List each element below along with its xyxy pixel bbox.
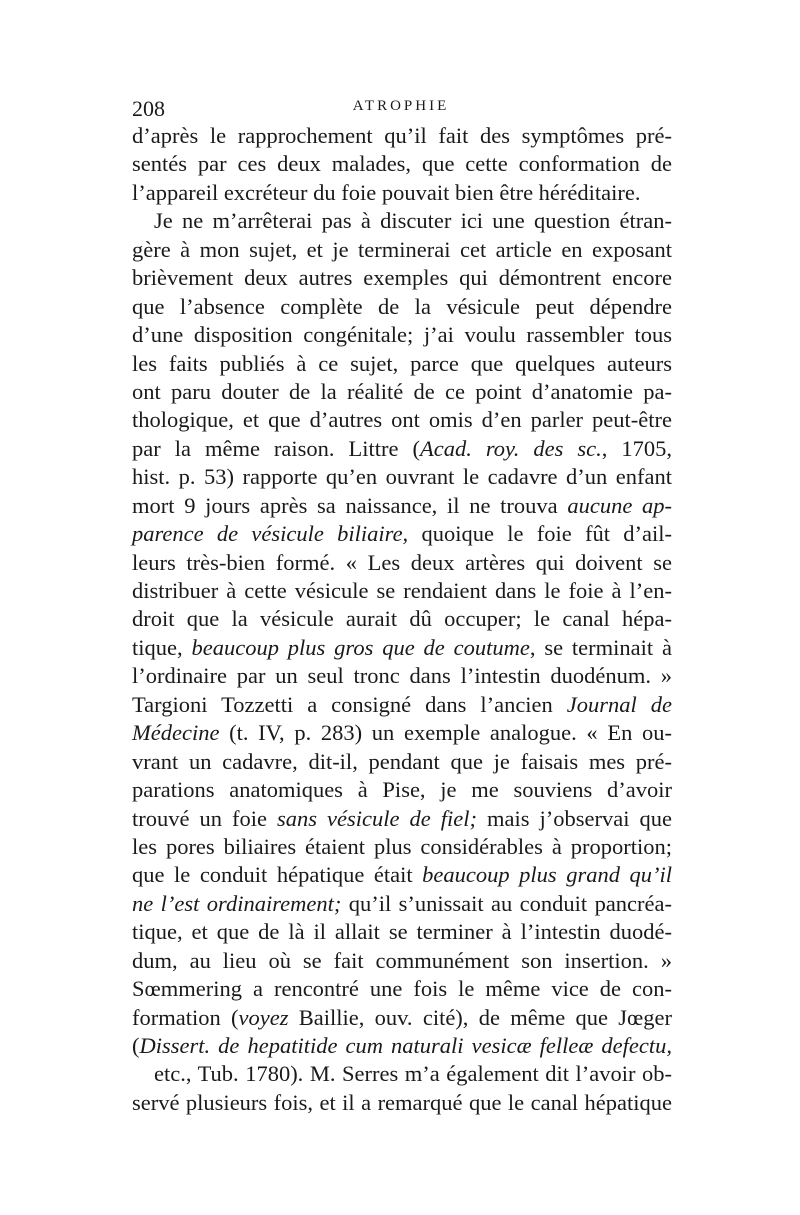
text-line: tique, et que de là il allait se terminer à l’intestin duodé- xyxy=(132,919,672,945)
italic-text: parence de vésicule biliaire, xyxy=(132,521,409,547)
running-head: ATROPHIE xyxy=(352,98,450,114)
text-segment: qu’il s’unissait au conduit pancréa- xyxy=(341,890,672,916)
text-line: que l’absence complète de la vésicule peut dépendre xyxy=(132,293,672,319)
text-line: les faits publiés à ce sujet, parce que quelques auteurs xyxy=(132,350,672,376)
text-line xyxy=(132,861,672,889)
italic-text: sans vésicule de fiel; xyxy=(277,805,477,831)
text-line: sentés par ces deux malades, que cette conformation de xyxy=(132,151,672,177)
text-line xyxy=(132,520,672,548)
text-line: parations anatomiques à Pise, je me souviens d’avoir xyxy=(132,777,672,803)
text-line xyxy=(132,1004,672,1032)
text-segment: mais j’observai que xyxy=(477,805,672,831)
text-line: thologique, et que d’autres ont omis d’en parler peut-être xyxy=(132,407,672,433)
text-line xyxy=(132,492,672,520)
text-segment: par la même raison. Littre ( xyxy=(132,435,420,461)
italic-text: beaucoup plus gros que de coutume xyxy=(191,634,530,660)
text-line: hist. p. 53) rapporte qu’en ouvrant le cadavre d’un enfant xyxy=(132,464,672,490)
italic-text: Journal de xyxy=(566,691,672,717)
italic-text: beaucoup plus grand qu’il xyxy=(422,862,673,888)
text-line: vrant un cadavre, dit-il, pendant que je faisais mes pré- xyxy=(132,748,672,774)
text-line: l’ordinaire par un seul tronc dans l’intestin duodénum. » xyxy=(132,663,672,689)
text-segment: mort 9 jours après sa naissance, il ne trouva xyxy=(132,492,568,518)
text-line xyxy=(132,1032,672,1060)
italic-text: aucune ap- xyxy=(567,492,672,518)
text-line: d’une disposition congénitale; j’ai voulu rassembler tous xyxy=(132,322,672,348)
text-line xyxy=(132,691,672,719)
text-line xyxy=(132,435,672,463)
text-line: droit que la vésicule aurait dû occuper; le canal hépa- xyxy=(132,606,672,632)
text-line: leurs très-bien formé. « Les deux artères qui doivent se xyxy=(132,549,672,575)
text-line xyxy=(132,890,672,918)
text-segment: Targioni Tozzetti a consigné dans l’ancien xyxy=(132,691,567,717)
italic-text: Dissert. de hepatitide cum naturali vesicæ felleæ defectu, xyxy=(139,1033,672,1058)
text-line: Je ne m’arrêterai pas à discuter ici une question étran- xyxy=(154,208,672,234)
text-line: distribuer à cette vésicule se rendaient dans le foie à l’en- xyxy=(132,578,672,603)
text-line: Sœmmering a rencontré une fois le même vice de con- xyxy=(132,976,672,1002)
text-line: brièvement deux autres exemples qui démontrent encore xyxy=(132,265,672,291)
text-line: gère à mon sujet, et je terminerai cet article en exposant xyxy=(132,236,672,262)
text-segment: Baillie, ouv. cité), de même que Jœger xyxy=(288,1004,672,1030)
text-segment: , se terminait à xyxy=(529,634,672,660)
text-line: dum, au lieu où se fait communément son insertion. » xyxy=(132,947,672,973)
text-line: les pores biliaires étaient plus considérables à proportion; xyxy=(132,833,672,859)
text-line: d’après le rapprochement qu’il fait des symptômes pré- xyxy=(132,123,672,148)
text-line: servé plusieurs fois, et il a remarqué que le canal hépatique xyxy=(132,1089,672,1115)
text-segment: (t. IV, p. 283) un exemple analogue. « En ou- xyxy=(219,720,672,746)
text-line: l’appareil excréteur du foie pouvait bien être héréditaire. xyxy=(132,179,641,205)
text-line xyxy=(132,805,672,833)
text-line xyxy=(132,634,672,662)
italic-text: Médecine xyxy=(132,720,220,746)
text-segment: quoique le foie fût d’ail- xyxy=(408,521,672,547)
text-line xyxy=(132,719,672,747)
text-line: etc., Tub. 1780). M. Serres m’a également dit l’avoir ob- xyxy=(154,1061,672,1087)
text-segment: formation ( xyxy=(132,1004,239,1030)
text-segment: trouvé un foie xyxy=(132,805,278,831)
text-segment: , 1705, xyxy=(601,435,672,461)
text-segment: que le conduit hépatique était xyxy=(132,862,423,888)
italic-text: ne l’est ordinairement; xyxy=(132,890,342,916)
body-text xyxy=(132,122,672,1117)
page-number: 208 xyxy=(132,96,165,121)
italic-text: Acad. roy. des sc. xyxy=(420,435,602,461)
text-line: ont paru douter de la réalité de ce point d’anatomie pa- xyxy=(132,378,672,404)
text-segment: tique, xyxy=(132,634,192,660)
text-segment: ( xyxy=(132,1033,140,1058)
page-header xyxy=(132,96,670,120)
italic-text: voyez xyxy=(238,1004,289,1030)
